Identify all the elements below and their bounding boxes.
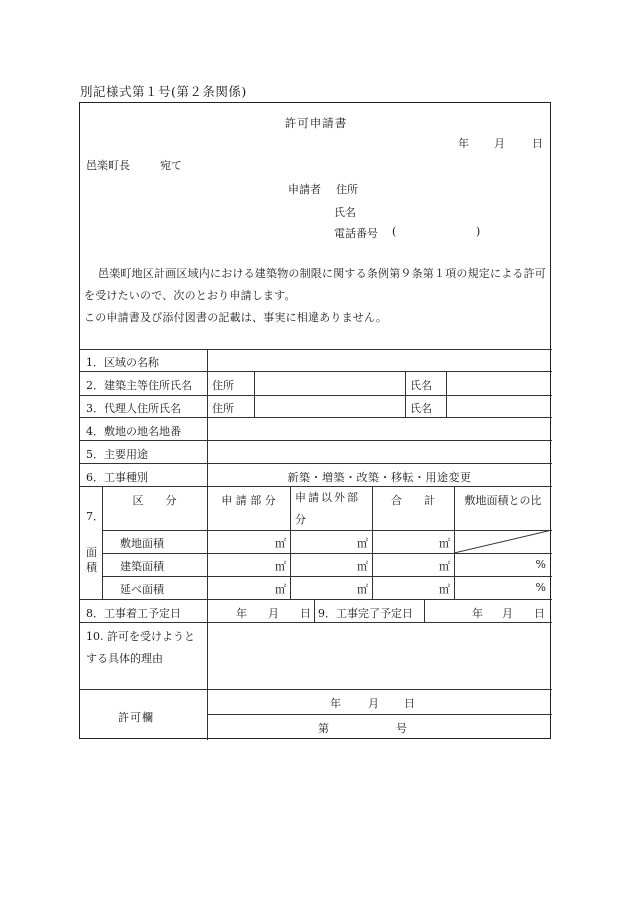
area-title-char-1: 面 bbox=[86, 546, 97, 559]
rule bbox=[207, 714, 552, 715]
area-section-number: 7． bbox=[86, 510, 104, 523]
permit-number-prefix: 第 bbox=[318, 722, 329, 735]
site-area-other-unit: ㎡ bbox=[357, 537, 368, 550]
owner-address-label: 住所 bbox=[212, 379, 234, 392]
permit-number-suffix: 号 bbox=[396, 722, 407, 735]
rule bbox=[424, 599, 425, 622]
addressee: 邑楽町長 bbox=[86, 159, 130, 172]
start-date-label: 8．工事着工予定日 bbox=[86, 607, 181, 620]
floor-area-applied-unit: ㎡ bbox=[275, 583, 286, 596]
agent-address-label: 住所 bbox=[212, 402, 234, 415]
site-area-total-unit: ㎡ bbox=[439, 537, 450, 550]
date-day-label: 日 bbox=[532, 137, 543, 150]
date-year-label: 年 bbox=[458, 137, 469, 150]
rule bbox=[102, 553, 552, 554]
accuracy-statement: この申請書及び添付図書の記載は、事実に相違ありません。 bbox=[84, 311, 388, 324]
application-statement: 邑楽町地区計画区域内における建築物の制限に関する条例第９条第１項の規定による許可を受けたいので、次のとおり申請します。 bbox=[84, 267, 546, 302]
area-title-char-2: 積 bbox=[86, 561, 97, 574]
application-form bbox=[79, 102, 551, 739]
column-other-part: 申請以外部分 bbox=[295, 491, 360, 526]
work-type-options: 新築・増築・改築・移転・用途変更 bbox=[287, 471, 472, 484]
rule bbox=[207, 349, 208, 486]
floor-area-ratio-unit: % bbox=[535, 581, 546, 594]
applicant-tel-label: 電話番号 bbox=[334, 227, 378, 240]
rule bbox=[80, 395, 552, 396]
completion-date-month: 月 bbox=[502, 607, 513, 620]
completion-date-year: 年 bbox=[472, 607, 483, 620]
floor-area-label: 延べ面積 bbox=[120, 583, 164, 596]
permit-day: 日 bbox=[404, 697, 415, 710]
rule bbox=[207, 599, 208, 740]
building-area-label: 建築面積 bbox=[120, 560, 164, 573]
column-applied-part: 申 請 部 分 bbox=[221, 494, 276, 507]
main-use-label: 5．主要用途 bbox=[86, 448, 148, 461]
table-top-rule bbox=[80, 349, 552, 350]
completion-date-label: 9．工事完了予定日 bbox=[318, 607, 413, 620]
rule bbox=[80, 622, 552, 623]
rule bbox=[80, 599, 552, 600]
rule bbox=[405, 371, 406, 417]
addressee-suffix: 宛て bbox=[160, 159, 182, 172]
rule bbox=[80, 371, 552, 372]
area-name-label: 1．区域の名称 bbox=[86, 356, 159, 369]
floor-area-total-unit: ㎡ bbox=[439, 583, 450, 596]
applicant-address-label: 住所 bbox=[336, 183, 358, 196]
start-date-year: 年 bbox=[236, 607, 247, 620]
agent-label: 3．代理人住所氏名 bbox=[86, 402, 181, 415]
ratio-not-applicable-diagonal bbox=[454, 530, 552, 553]
date-month-label: 月 bbox=[494, 137, 505, 150]
building-area-other-unit: ㎡ bbox=[357, 560, 368, 573]
rule bbox=[80, 463, 552, 464]
column-site-ratio: 敷地面積との比 bbox=[464, 494, 542, 507]
tel-open-paren: ( bbox=[392, 225, 397, 238]
rule bbox=[80, 440, 552, 441]
tel-close-paren: ) bbox=[476, 225, 481, 238]
rule bbox=[102, 576, 552, 577]
building-area-applied-unit: ㎡ bbox=[275, 560, 286, 573]
site-area-label: 敷地面積 bbox=[120, 537, 164, 550]
rule bbox=[80, 689, 552, 690]
rule bbox=[314, 599, 315, 622]
start-date-day: 日 bbox=[300, 607, 311, 620]
completion-date-day: 日 bbox=[534, 607, 545, 620]
column-section: 区 分 bbox=[132, 494, 177, 507]
document-title: 許可申請書 bbox=[284, 116, 348, 130]
permit-year: 年 bbox=[330, 697, 341, 710]
reason-label: 10. 許可を受けようとする具体的理由 bbox=[86, 630, 195, 665]
work-type-label: 6．工事種別 bbox=[86, 471, 148, 484]
rule bbox=[80, 417, 552, 418]
site-location-label: 4．敷地の地名地番 bbox=[86, 425, 181, 438]
building-area-total-unit: ㎡ bbox=[439, 560, 450, 573]
building-area-ratio-unit: % bbox=[535, 558, 546, 571]
owner-label: 2．建築主等住所氏名 bbox=[86, 379, 192, 392]
permit-section-label: 許可欄 bbox=[118, 711, 154, 724]
applicant-label: 申請者 bbox=[288, 183, 321, 196]
site-area-applied-unit: ㎡ bbox=[275, 537, 286, 550]
form-number-label: 別記様式第１号(第２条関係) bbox=[80, 84, 247, 99]
applicant-name-label: 氏名 bbox=[334, 206, 356, 219]
owner-name-label: 氏名 bbox=[410, 379, 432, 392]
floor-area-other-unit: ㎡ bbox=[357, 583, 368, 596]
rule bbox=[446, 371, 447, 417]
column-total: 合 計 bbox=[391, 494, 435, 507]
start-date-month: 月 bbox=[268, 607, 279, 620]
permit-month: 月 bbox=[368, 697, 379, 710]
rule bbox=[254, 371, 255, 417]
agent-name-label: 氏名 bbox=[410, 402, 432, 415]
